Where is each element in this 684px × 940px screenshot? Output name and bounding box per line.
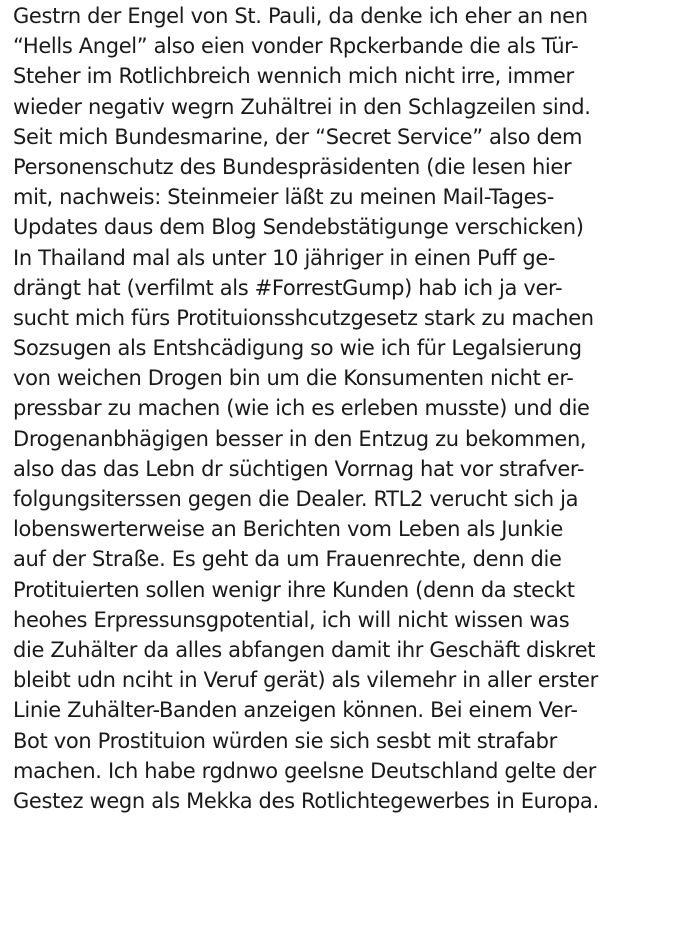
text-line: pressbar zu machen (wie ich es erleben musste) und die <box>13 396 590 421</box>
text-line: “Hells Angel” also eien vonder Rpckerbande die als Tür- <box>13 34 579 59</box>
text-line: Gestrn der Engel von St. Pauli, da denke ich eher an nen <box>13 4 588 28</box>
text-line: also das das Lebn dr süchtigen Vorrnag hat vor strafver- <box>13 456 585 481</box>
text-line: Bot von Prostituion würden sie sich sesbt mit strafabr <box>13 728 557 753</box>
text-line: von weichen Drogen bin um die Konsumenten nicht er- <box>13 366 574 391</box>
text-line: Drogenanbhägigen besser in den Entzug zu bekommen, <box>13 426 587 451</box>
text-line: machen. Ich habe rgdnwo geelsne Deutschland gelte der <box>13 758 597 783</box>
text-line: lobenswerterweise an Berichten vom Leben als Junkie <box>13 517 563 542</box>
text-line: Steher im Rotlichbreich wennich mich nicht irre, immer <box>13 64 574 89</box>
text-line: In Thailand mal als unter 10 jähriger in einen Puff ge- <box>13 245 556 270</box>
text-line: folgungsiterssen gegen die Dealer. RTL2 verucht sich ja <box>13 487 579 511</box>
text-line: Gestez wegn als Mekka des Rotlichtegewerbes in Europa. <box>13 788 599 813</box>
text-line: auf der Straße. Es geht da um Frauenrechte, denn die <box>13 547 562 572</box>
text-line: Personenschutz des Bundespräsidenten (die lesen hier <box>13 154 572 179</box>
text-line: die Zuhälter da alles abfangen damit ihr Geschäft diskret <box>13 637 596 662</box>
text-line: sucht mich fürs Protituionsshcutzgesetz stark zu machen <box>13 305 594 330</box>
text-line: Linie Zuhälter-Banden anzeigen können. Bei einem Ver- <box>13 698 578 723</box>
text-line: wieder negativ wegrn Zuhältrei in den Schlagzeilen sind. <box>13 94 591 119</box>
text-line: mit, nachweis: Steinmeier läßt zu meinen Mail-Tages- <box>13 185 554 210</box>
body-text <box>13 1 681 816</box>
text-line: drängt hat (verfilmt als #ForrestGump) hab ich ja ver- <box>13 275 563 300</box>
text-line: Sozsugen als Entshcädigung so wie ich für Legalsierung <box>13 336 582 361</box>
text-line: heohes Erpressunsgpotential, ich will nicht wissen was <box>13 607 570 632</box>
text-line: Updates daus dem Blog Sendebstätigunge verschicken) <box>13 215 584 240</box>
text-line: Seit mich Bundesmarine, der “Secret Service” also dem <box>13 124 583 149</box>
text-line: Protituierten sollen wenigr ihre Kunden (denn da steckt <box>13 577 575 602</box>
text-line: bleibt udn nciht in Veruf gerät) als vilemehr in aller erster <box>13 668 598 693</box>
